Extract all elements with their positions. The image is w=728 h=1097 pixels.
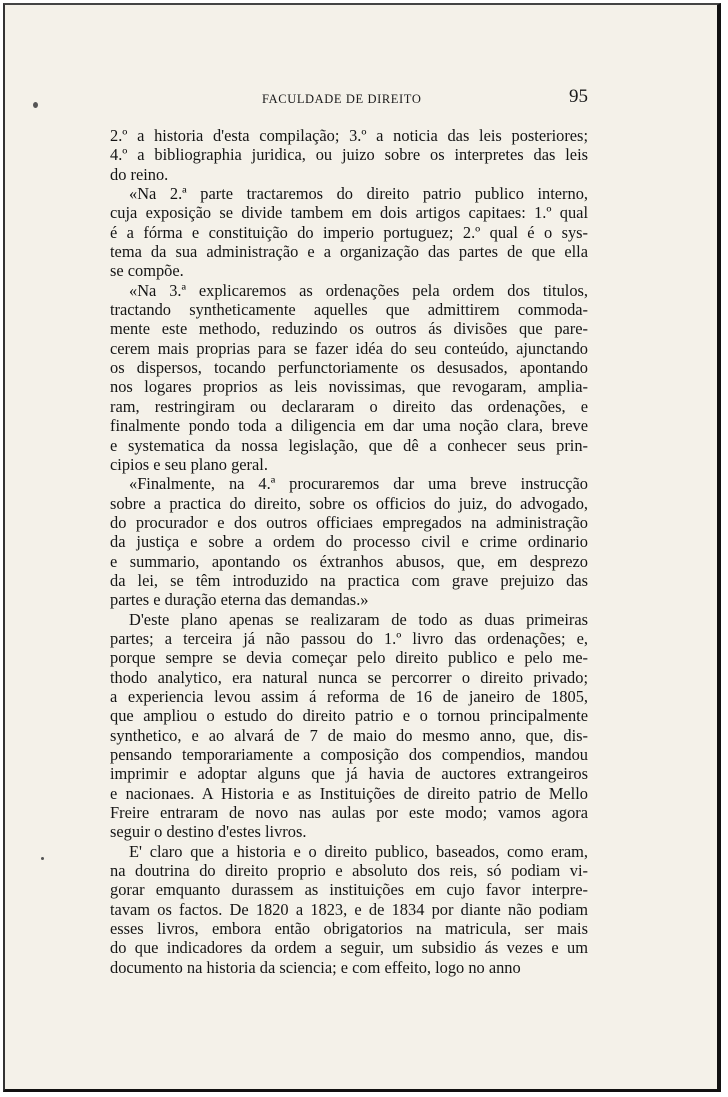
text-line: porque sempre se devia começar pelo direito publico e pelo me- [110,648,588,668]
text-line: gorar emquanto durassem as instituições em cujo favor interpre- [110,880,588,900]
page-number: 95 [569,86,588,107]
text-line: é a fórma e constituição do imperio portuguez; 2.º qual é o sys- [110,222,588,242]
text-line: seguir o destino d'estes livros. [110,822,307,842]
text-line: pensando temporariamente a composição dos compendios, mandou [110,745,588,764]
text-line: «Finalmente, na 4.ª procuraremos dar uma breve instrucção [129,474,588,494]
text-line: D'este plano apenas se realizaram de todo as duas primeiras [129,609,588,629]
text-line: e nacionaes. A Historia e as Instituições de direito patrio de Mello [110,783,588,803]
text-line: partes e duração eterna das demandas.» [110,590,369,610]
text-line: «Na 3.ª explicaremos as ordenações pela ordem dos titulos, [129,280,588,300]
text-line: da lei, se têm introduzido na practica com grave prejuizo das [110,570,588,590]
text-line: E' claro que a historia e o direito publico, baseados, como eram, [129,841,588,861]
scan-speck [41,857,44,860]
text-line: cerem mais proprias para se fazer idéa do seu conteúdo, ajunctando [110,338,588,358]
text-line: finalmente pondo toda a diligencia em dar uma noção clara, breve [110,416,588,436]
text-line: esses livros, embora então obrigatorios na matricula, ser mais [110,919,588,939]
text-line: do que indicadores da ordem a seguir, um subsidio ás vezes e um [110,938,588,958]
text-line: a experiencia levou assim á reforma de 16 de janeiro de 1805, [110,686,588,706]
text-line: e systematica da nossa legislação, que dê a conhecer seus prin- [110,435,588,455]
text-line: da justiça e sobre a ordem do processo civil e crime ordinario [110,532,588,552]
text-line: Freire entraram de novo nas aulas por este modo; vamos agora [110,803,588,823]
text-line: 4.º a bibliographia juridica, ou juizo sobre os interpretes das leis [110,145,588,165]
text-line: synthetico, e ao alvará de 7 de maio do mesmo anno, que, dis- [110,725,588,745]
scan-speck [33,102,38,108]
text-line: do procurador e dos outros officiaes empregados na administração [110,512,588,532]
text-line: ram, restringiram ou declararam o direito das ordenações, e [110,396,588,416]
text-line: os dispersos, tocando perfunctoriamente os desusados, apontando [110,358,588,378]
text-line: «Na 2.ª parte tractaremos do direito patrio publico interno, [129,184,588,204]
running-head [110,86,588,112]
text-line: tavam os factos. De 1820 a 1823, e de 1834 por diante não podiam [110,899,588,919]
text-line: que ampliou o estudo do direito patrio e o tornou principalmente [110,706,588,726]
header-title: FACULDADE DE DIREITO [262,92,422,106]
text-line: tema da sua administração e a organização das partes de que ella [110,242,588,262]
text-line: e summario, apontando os éxtranhos abusos, que, em desprezo [110,551,588,571]
text-line: cipios e seu plano geral. [110,454,268,474]
text-line: imprimir e adoptar alguns que já havia de auctores extrangeiros [110,764,588,784]
text-line: se compõe. [110,261,184,281]
text-line: sobre a practica do direito, sobre os officios do juiz, do advogado, [110,493,588,513]
text-line: cuja exposição se divide tambem em dois artigos capitaes: 1.º qual [110,203,588,223]
text-line: thodo analytico, era natural nunca se percorrer o direito privado; [110,667,588,687]
text-line: partes; a terceira já não passou do 1.º livro das ordenações; e, [110,628,588,648]
text-line: 2.º a historia d'esta compilação; 3.º a noticia das leis posteriores; [110,126,588,145]
body-text [110,126,588,977]
text-line: mente este methodo, reduzindo os outros ás divisões que pare- [110,319,588,339]
text-line: documento na historia da sciencia; e com effeito, logo no anno [110,957,521,977]
text-line: tractando syntheticamente aquelles que admittirem commoda- [110,300,588,320]
text-line: na doutrina do direito proprio e absoluto dos reis, só podiam vi- [110,861,588,881]
text-line: nos logares proprios as leis novissimas, que revogaram, amplia- [110,377,588,397]
text-line: do reino. [110,164,169,184]
